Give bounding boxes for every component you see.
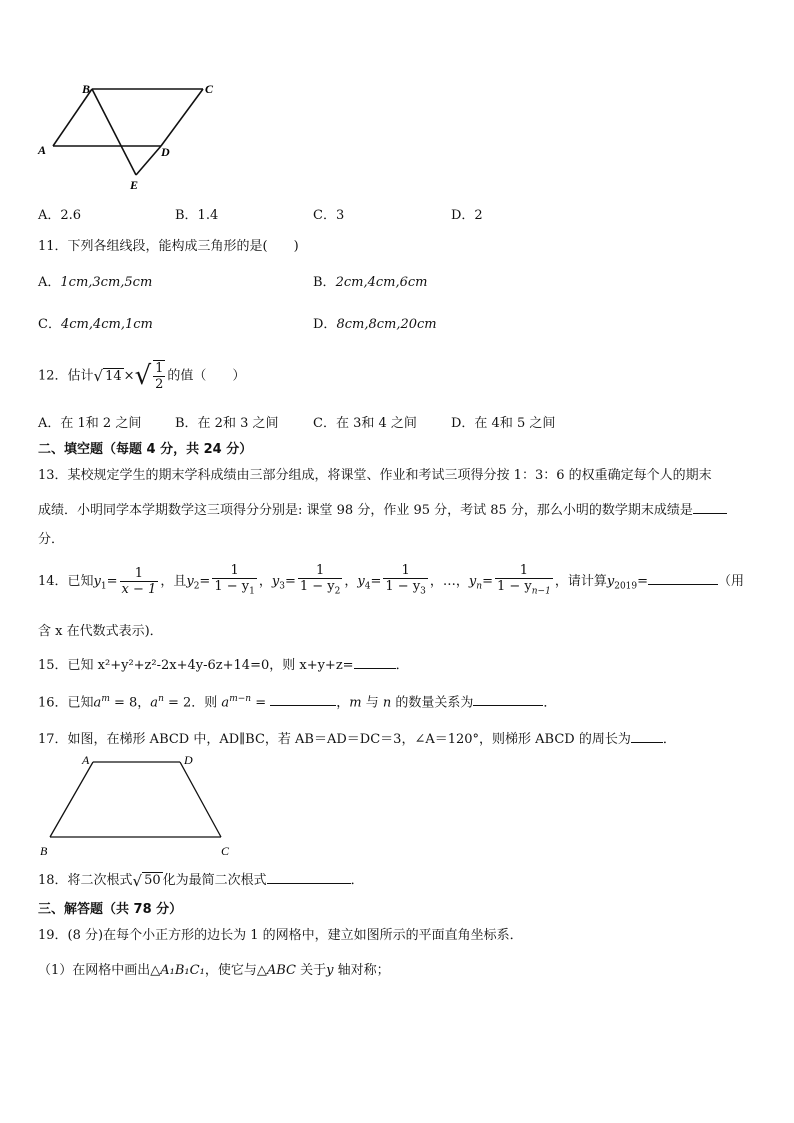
q14-sub2019: 2019 [614, 581, 638, 592]
q11-option-a [38, 274, 152, 292]
q18 [38, 869, 364, 890]
section3-title: 三、解答题（共 78 分） [38, 902, 183, 917]
q17-text: 17．如图，在梯形 ABCD 中，AD∥BC，若 AB＝AD＝DC＝3，∠A＝120°，则梯形 ABCD 的周长为 [38, 732, 631, 747]
q16-n: n [382, 695, 392, 711]
q14-comma2: ， [344, 574, 358, 589]
q14-frac5-num: 1 [495, 563, 553, 579]
q14-sub1: 1 [100, 581, 107, 592]
label-C: C [205, 82, 214, 96]
q15 [38, 654, 409, 675]
q14-yn: y [468, 574, 477, 589]
q16-v2: = 2．则 [163, 695, 222, 711]
q13-line2 [38, 499, 727, 520]
q12-option-c: C．在 3和 4 之间 [313, 416, 417, 431]
q14-eq3: = [284, 574, 296, 589]
q12-frac-den: 2 [155, 377, 164, 392]
q13-line1: 13．某校规定学生的期末学科成绩由三部分组成，将课堂、作业和考试三项得分按 1：3：6 的权重确定每个人的期末 [38, 468, 712, 483]
q16-a3: a [221, 695, 230, 711]
q11-option-d-value: 8cm,8cm,20cm [336, 317, 437, 332]
q19-stem: 19．(8 分)在每个小正方形的边长为 1 的网格中，建立如图所示的平面直角坐标系． [38, 928, 523, 943]
q16-answer-blank-2[interactable] [473, 691, 543, 706]
q19-axis: y [326, 963, 334, 978]
q14-frac3-num: 1 [298, 563, 343, 579]
q14-y2: y [186, 574, 194, 589]
label-E: E [130, 178, 139, 192]
q17-end: ． [662, 732, 676, 747]
q14-sub3: 3 [279, 581, 285, 592]
q14-frac5-den [495, 579, 553, 600]
q11-option-c [38, 316, 153, 334]
q16-eq: = [251, 695, 271, 711]
q11-option-b-value: 2cm,4cm,6cm [335, 275, 428, 290]
q12-stem [38, 356, 245, 397]
q14-frac3-den-sub: 2 [334, 586, 341, 597]
q10-option-c: C．3 [313, 208, 345, 223]
q16-v1: = 8， [109, 695, 151, 711]
label-C: C [221, 844, 230, 858]
q14-frac2-den-sub: 1 [249, 586, 255, 597]
label-D: D [184, 753, 193, 767]
q14-frac1-num: 1 [120, 566, 159, 582]
q14-answer-blank[interactable] [648, 570, 718, 585]
radical-icon: √ [93, 367, 104, 385]
q11-option-d [313, 316, 437, 334]
q14-frac3-den [298, 579, 343, 600]
q14-frac4-den [383, 579, 428, 600]
q18-answer-blank[interactable] [267, 869, 351, 884]
q14-y3: y [271, 574, 280, 589]
label-A: A [82, 753, 90, 767]
q14-frac2 [212, 563, 257, 600]
q16-exp-n: n [158, 694, 164, 704]
q11-option-d-label: D． [313, 317, 337, 332]
q11-option-a-label: A． [38, 275, 61, 290]
q14-frac1 [120, 566, 159, 597]
q14-frac4-den-text: 1 − y [385, 579, 421, 595]
q15-text: 15．已知 x²+y²+z²-2x+4y-6z+14=0，则 x+y+z= [38, 658, 354, 673]
q11-option-a-value: 1cm,3cm,5cm [60, 275, 153, 290]
q14-mid1: ，且 [160, 574, 187, 589]
q10-option-d: D．2 [451, 208, 483, 223]
q14-frac2-den [212, 579, 257, 600]
q11-option-c-value: 4cm,4cm,1cm [60, 317, 153, 332]
q14-line2: 含 x 在代数式表示)． [38, 624, 163, 639]
label-B: B [82, 82, 91, 96]
q14-frac2-den-text: 1 − y [214, 579, 250, 595]
q12-prefix: 12．估计 [38, 368, 94, 384]
q16-answer-blank-1[interactable] [270, 691, 336, 706]
q13-line2-text: 成绩．小明同学本学期数学这三项得分分别是: 课堂 98 分，作业 95 分，考试 85 分，那么小明的数学期末成绩是 [38, 503, 693, 518]
q12-frac-num: 1 [155, 361, 164, 376]
figure-trapezoid [30, 748, 250, 863]
q14-y2019: y [606, 574, 615, 589]
q17 [38, 728, 676, 749]
q15-end: ． [395, 658, 409, 673]
q16 [38, 690, 556, 712]
q14-frac3-den-text: 1 − y [299, 579, 335, 595]
q14-calc: ，请计算 [554, 574, 607, 589]
q13-line3: 分． [38, 532, 65, 547]
q14-frac5-den-text: 1 − y [496, 579, 532, 595]
q14-frac4-num: 1 [383, 563, 428, 579]
q18-sqrt-50: 50 [144, 873, 161, 888]
q14-eq1: = [106, 574, 118, 589]
q12-option-b: B．在 2和 3 之间 [175, 416, 279, 431]
q16-exp-mn: m−n [229, 694, 252, 704]
q16-a1: a [93, 695, 102, 711]
q19-a1b1c1: A₁B₁C₁ [160, 963, 205, 978]
q13-answer-blank[interactable] [693, 499, 727, 514]
q14-sub2: 2 [193, 581, 200, 592]
q18-prefix: 18．将二次根式 [38, 873, 133, 888]
q11-option-b-label: B． [313, 275, 336, 290]
q12-times: × [123, 368, 135, 384]
q10-option-a: A．2.6 [38, 208, 82, 223]
label-B: B [40, 844, 48, 858]
q16-mid: ， [336, 695, 350, 711]
q16-prefix: 16．已知 [38, 695, 94, 711]
q14-frac2-num: 1 [212, 563, 257, 579]
q14-frac5-den-sub: n−1 [531, 586, 551, 597]
q16-exp-m: m [101, 694, 110, 704]
label-A: A [38, 143, 47, 157]
q11-option-c-label: C． [38, 317, 61, 332]
q19-abc: ABC [266, 963, 296, 978]
q19-part1-mid: ，使它与△ [204, 963, 267, 978]
q16-mid2: 与 [361, 695, 383, 711]
q14-subn: n [476, 581, 483, 592]
q14-y1: y [93, 574, 101, 589]
q16-m: m [349, 695, 362, 711]
q14-frac5 [495, 563, 553, 600]
q14-prefix: 14．已知 [38, 574, 94, 589]
label-D: D [161, 145, 170, 159]
q19-part1-end: 轴对称； [333, 963, 390, 978]
q14-eq2: = [199, 574, 211, 589]
q10-option-b: B．1.4 [175, 208, 219, 223]
q12-sqrt-14: 14 [105, 368, 122, 384]
q14-sub4: 4 [364, 581, 371, 592]
q16-end: ． [543, 695, 557, 711]
q14-line1 [38, 562, 744, 607]
radical-icon: √ [134, 361, 152, 391]
q14-eq5: = [482, 574, 493, 589]
q14-eq4: = [370, 574, 382, 589]
q12-fraction [153, 360, 165, 392]
q15-answer-blank[interactable] [354, 654, 396, 669]
q12-option-a: A．在 1和 2 之间 [38, 416, 142, 431]
q12-suffix: 的值（ ） [167, 368, 246, 384]
q14-frac4-den-sub: 3 [420, 586, 426, 597]
figure-parallelogram [30, 76, 230, 196]
q12-option-d: D．在 4和 5 之间 [451, 416, 556, 431]
radical-icon: √ [132, 871, 143, 890]
q14-comma1: ， [258, 574, 272, 589]
q18-suffix: 化为最简二次根式 [162, 873, 267, 888]
q19-part1 [38, 962, 390, 980]
q16-rel: 的数量关系为 [391, 695, 474, 711]
section2-title: 二、填空题（每题 4 分，共 24 分） [38, 442, 253, 457]
q11-stem: 11．下列各组线段，能构成三角形的是( ) [38, 239, 299, 254]
q14-tail: （用 [718, 574, 745, 589]
q14-eq6: = [637, 574, 649, 589]
q14-y4: y [357, 574, 365, 589]
q14-frac4 [383, 563, 428, 600]
q18-end: ． [350, 873, 364, 888]
q14-frac1-den: x − 1 [121, 582, 157, 597]
q16-a2: a [150, 695, 159, 711]
q14-ellipsis: ，…， [429, 574, 469, 589]
q17-answer-blank[interactable] [631, 728, 663, 743]
q11-option-b [313, 274, 427, 292]
q14-frac3 [298, 563, 343, 600]
q19-part1-prefix: （1）在网格中画出△ [38, 963, 161, 978]
q19-part1-mid2: 关于 [295, 963, 327, 978]
